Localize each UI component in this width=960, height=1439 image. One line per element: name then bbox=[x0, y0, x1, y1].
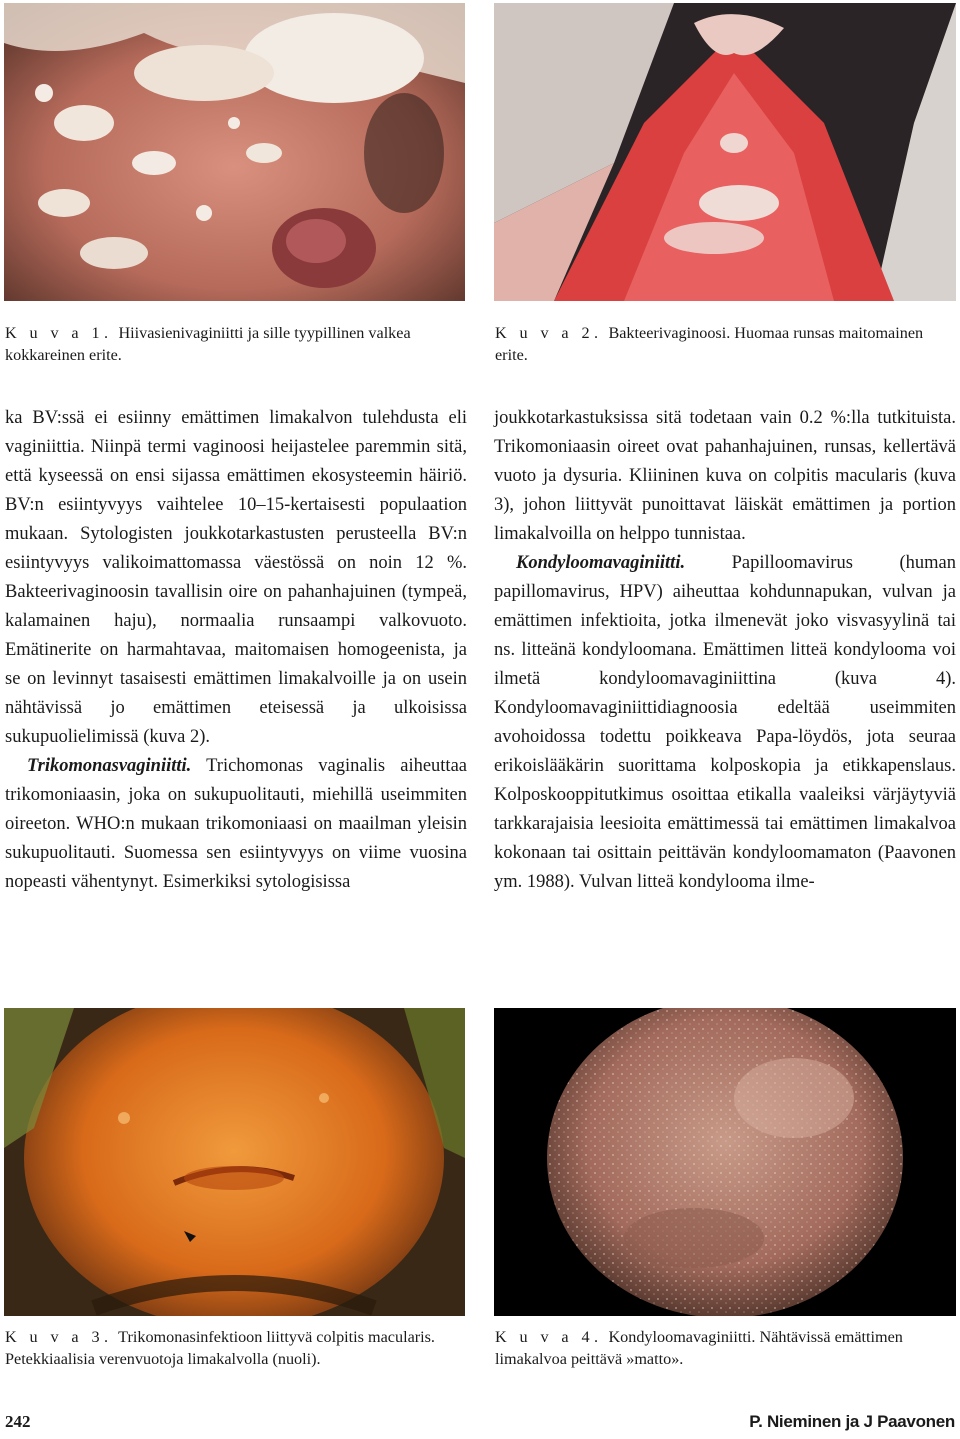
figure-4-photo bbox=[494, 1008, 956, 1316]
figure-2-label: K u v a 2. bbox=[495, 324, 603, 342]
paragraph: ka BV:ssä ei esiinny emättimen limakalvon tulehdusta eli vaginiittia. Niinpä termi vaginoosi heijastelee paremmin sitä, että kyseessä on ensi sijassa emättimen ekosysteemin häiriö. BV:n esiintyvyys vaihtelee 10–15-kertaisesti populaation mukaan. Sytologisten joukkotarkastusten perusteella BV:n esiintyvyys valikoimattomassa väestössä on noin 12 %. Bakteerivaginoosin tavallisin oire on pahanhajuinen (tympeä, kalamainen haju), normaalia runsaampi valkovuoto. Emätinerite on harmahtavaa, maitomaisen homogeenista, ja se on levinnyt tasaisesti emättimen limakalvoille ja on usein nähtävissä jo emättimen eteisessä ja ulkoisissa sukupuolielimissä (kuva 2). bbox=[5, 408, 467, 747]
figure-3-photo bbox=[4, 1008, 465, 1316]
figure-1-label: K u v a 1. bbox=[5, 324, 113, 342]
paragraph: joukkotarkastuksissa sitä todetaan vain 0.2 %:lla tutkituista. Trikomoniaasin oireet ovat pahanhajuinen, runsas, kellertävä vuoto ja dysuria. Kliininen kuva on colpitis macularis (kuva 3), johon liittyvät punoittavat läiskät emättimen ja portion limakalvoilla on helppo tunnistaa. bbox=[494, 408, 956, 544]
body-column-right bbox=[494, 404, 956, 897]
figure-2-photo bbox=[494, 3, 956, 301]
figure-1-photo bbox=[4, 3, 465, 301]
figure-3-caption bbox=[5, 1326, 465, 1370]
figure-1-caption bbox=[5, 322, 465, 366]
figure-2-caption bbox=[495, 322, 955, 366]
running-footer-authors: P. Nieminen ja J Paavonen bbox=[749, 1412, 955, 1431]
paragraph bbox=[494, 549, 956, 897]
page-number: 242 bbox=[5, 1412, 31, 1431]
figure-4-caption bbox=[495, 1326, 955, 1370]
figure-1-caption-text: Hiivasienivaginiitti ja sille tyypillinen valkea kokkareinen erite. bbox=[5, 324, 411, 364]
figure-3-caption-text: Trikomonasinfektioon liittyvä colpitis macularis. Petekkiaalisia verenvuotoja limakalvolla (nuoli). bbox=[5, 1328, 435, 1368]
figure-2-caption-text: Bakteerivaginoosi. Huomaa runsas maitomainen erite. bbox=[495, 324, 924, 364]
body-column-left bbox=[5, 404, 467, 897]
paragraph-text: Papilloomavirus (human papillomavirus, HPV) aiheuttaa kohdunnapukan, vulvan ja emättimen infektioita, jotka ilmenevät joko visvasyylinä tai ns. litteänä kondyloomana. Emättimen litteä kondylooma voi ilmetä kondyloomavaginiittina (kuva 4). Kondyloomavaginiittidiagnoosia edeltää useimmiten avohoidossa todettu poikkeava Papa-löydös, jota seuraa erikoislääkärin suorittama kolposkopia ja etikkapenslaus. Kolposkooppitutkimus osoittaa etikalla vaaleiksi värjäytyviä tarkkarajaisia leesioita emättimessä tai emättimen limakalvoa kokonaan tai osittain peittävän kondyloomamaton (Paavonen ym. 1988). Vulvan litteä kondylooma ilme- bbox=[494, 553, 956, 892]
paragraph bbox=[5, 752, 467, 897]
figure-4-label: K u v a 4. bbox=[495, 1328, 603, 1346]
paragraph-text: Trichomonas vaginalis aiheuttaa trikomoniaasin, joka on sukupuolitauti, miehillä useimmiten oireeton. WHO:n mukaan trikomoniaasi on maailman yleisin sukupuolitauti. Suomessa sen esiintyvyys on viime vuosina nopeasti vähentynyt. Esimerkiksi sytologisissa bbox=[5, 756, 467, 892]
section-lead-kondylooma: Kondyloomavaginiitti. bbox=[516, 553, 686, 573]
section-lead-trikomonas: Trikomonasvaginiitti. bbox=[27, 756, 192, 776]
figure-3-label: K u v a 3. bbox=[5, 1328, 113, 1346]
figure-4-caption-text: Kondyloomavaginiitti. Nähtävissä emättimen limakalvoa peittävä »matto». bbox=[495, 1328, 903, 1368]
